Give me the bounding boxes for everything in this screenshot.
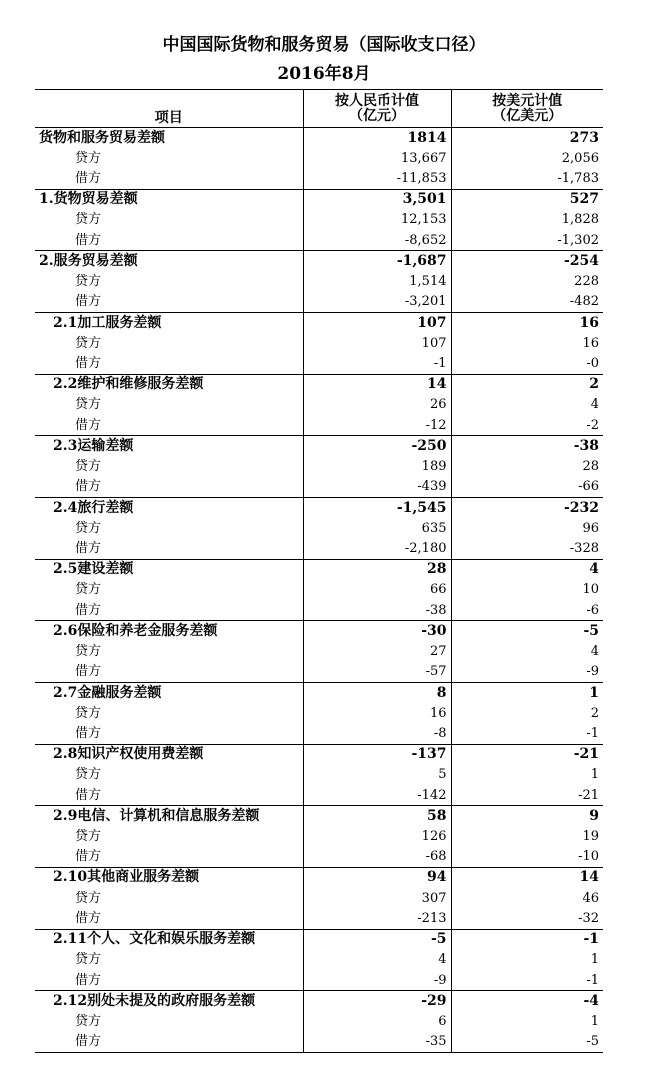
row-label: 贷方 [75, 890, 102, 906]
rmb-value: -5 [303, 929, 451, 950]
row-label: 贷方 [75, 335, 102, 351]
row-label: 2.5建设差额 [53, 561, 134, 578]
row-label: 贷方 [75, 644, 102, 660]
row-label: 贷方 [75, 582, 102, 598]
debit-row [35, 477, 603, 498]
row-label: 借方 [35, 538, 303, 559]
rmb-value: -11,853 [303, 168, 451, 189]
credit-row [35, 272, 603, 292]
row-label: 贷方 [75, 212, 102, 228]
summary-row [35, 436, 603, 457]
credit-row [35, 888, 603, 908]
summary-row [35, 621, 603, 642]
summary-row [35, 374, 603, 395]
usd-value: 273 [451, 128, 603, 149]
credit-row [35, 210, 603, 230]
usd-value: 16 [451, 333, 603, 353]
summary-row [35, 867, 603, 888]
row-label: 借方 [35, 662, 303, 683]
usd-value: -1 [451, 723, 603, 744]
rmb-value: -38 [303, 600, 451, 621]
row-label: 贷方 [75, 150, 102, 166]
usd-value: 19 [451, 826, 603, 846]
usd-value: -32 [451, 908, 603, 929]
row-label: 2.6保险和养老金服务差额 [53, 622, 218, 639]
usd-value: 28 [451, 457, 603, 477]
rmb-value: -30 [303, 621, 451, 642]
usd-value: 228 [451, 272, 603, 292]
summary-row [35, 929, 603, 950]
header-usd-line2: （亿美元） [492, 107, 563, 124]
rmb-value: -1,687 [303, 251, 451, 272]
usd-value: -1 [451, 970, 603, 991]
header-row [35, 90, 603, 128]
summary-row [35, 251, 603, 272]
debit-row [35, 230, 603, 251]
summary-row [35, 128, 603, 149]
rmb-value: 6 [303, 1011, 451, 1031]
debit-row [35, 662, 603, 683]
summary-row [35, 682, 603, 703]
credit-row [35, 703, 603, 723]
summary-row [35, 312, 603, 333]
row-label: 贷方 [75, 767, 102, 783]
usd-value: -1,302 [451, 230, 603, 251]
rmb-value: 58 [303, 806, 451, 827]
rmb-value: 126 [303, 826, 451, 846]
usd-value: -10 [451, 847, 603, 868]
row-label: 2.4旅行差额 [53, 499, 134, 516]
credit-row [35, 641, 603, 661]
row-label: 2.3运输差额 [53, 437, 134, 454]
rmb-value: -250 [303, 436, 451, 457]
usd-value: 1 [451, 765, 603, 785]
rmb-value: -9 [303, 970, 451, 991]
rmb-value: 8 [303, 682, 451, 703]
usd-value: 9 [451, 806, 603, 827]
debit-row [35, 415, 603, 436]
row-label: 借方 [35, 970, 303, 991]
table-title: 中国国际货物和服务贸易（国际收支口径） [162, 35, 486, 55]
row-label: 贷方 [75, 459, 102, 475]
rmb-value: 5 [303, 765, 451, 785]
rmb-value: 635 [303, 518, 451, 538]
rmb-value: -439 [303, 477, 451, 498]
credit-row [35, 457, 603, 477]
debit-row [35, 970, 603, 991]
rmb-value: 13,667 [303, 148, 451, 168]
row-label: 2.7金融服务差额 [53, 684, 162, 701]
header-rmb-line1: 按人民币计值 [335, 92, 419, 109]
rmb-value: -2,180 [303, 538, 451, 559]
table-body [35, 128, 603, 1053]
summary-row [35, 189, 603, 210]
usd-value: -482 [451, 292, 603, 313]
row-label: 借方 [35, 353, 303, 374]
debit-row [35, 847, 603, 868]
summary-row [35, 559, 603, 580]
debit-row [35, 292, 603, 313]
row-label: 2.2维护和维修服务差额 [53, 376, 204, 393]
rmb-value: -8 [303, 723, 451, 744]
row-label: 借方 [35, 168, 303, 189]
summary-row [35, 497, 603, 518]
credit-row [35, 826, 603, 846]
credit-row [35, 765, 603, 785]
row-label: 贷方 [75, 1014, 102, 1030]
row-label: 借方 [35, 600, 303, 621]
row-label: 2.10其他商业服务差额 [53, 869, 200, 886]
rmb-value: -1 [303, 353, 451, 374]
usd-value: 2 [451, 703, 603, 723]
rmb-value: 3,501 [303, 189, 451, 210]
rmb-value: -3,201 [303, 292, 451, 313]
rmb-value: 27 [303, 641, 451, 661]
rmb-value: 307 [303, 888, 451, 908]
usd-value: -38 [451, 436, 603, 457]
usd-value: -66 [451, 477, 603, 498]
rmb-value: 66 [303, 580, 451, 600]
rmb-value: -142 [303, 785, 451, 806]
rmb-value: -68 [303, 847, 451, 868]
row-label: 贷方 [75, 520, 102, 536]
row-label: 借方 [35, 230, 303, 251]
row-label: 2.12别处未提及的政府服务差额 [53, 992, 256, 1009]
usd-value: 1 [451, 1011, 603, 1031]
usd-value: -2 [451, 415, 603, 436]
trade-table [35, 89, 603, 1053]
debit-row [35, 353, 603, 374]
usd-value: 527 [451, 189, 603, 210]
rmb-value: 28 [303, 559, 451, 580]
usd-value: -1 [451, 929, 603, 950]
rmb-value: -1,545 [303, 497, 451, 518]
row-label: 借方 [35, 785, 303, 806]
rmb-value: 107 [303, 312, 451, 333]
row-label: 贷方 [75, 829, 102, 845]
debit-row [35, 600, 603, 621]
summary-row [35, 806, 603, 827]
usd-value: -0 [451, 353, 603, 374]
usd-value: 1 [451, 682, 603, 703]
row-label: 借方 [35, 847, 303, 868]
rmb-value: 1,514 [303, 272, 451, 292]
usd-value: -6 [451, 600, 603, 621]
usd-value: 2 [451, 374, 603, 395]
rmb-value: -213 [303, 908, 451, 929]
usd-value: -4 [451, 991, 603, 1012]
rmb-value: 107 [303, 333, 451, 353]
rmb-value: -35 [303, 1032, 451, 1053]
debit-row [35, 1032, 603, 1053]
usd-value: -21 [451, 785, 603, 806]
row-label: 货物和服务贸易差额 [39, 129, 165, 146]
header-item-label: 项目 [154, 110, 183, 126]
credit-row [35, 580, 603, 600]
usd-value: 16 [451, 312, 603, 333]
usd-value: -21 [451, 744, 603, 765]
summary-row [35, 744, 603, 765]
usd-value: 4 [451, 641, 603, 661]
table-period: 2016年8月 [277, 64, 371, 84]
usd-value: 10 [451, 580, 603, 600]
header-item [35, 90, 303, 128]
row-label: 借方 [35, 723, 303, 744]
row-label: 贷方 [75, 705, 102, 721]
rmb-value: 14 [303, 374, 451, 395]
debit-row [35, 908, 603, 929]
credit-row [35, 395, 603, 415]
rmb-value: 94 [303, 867, 451, 888]
debit-row [35, 168, 603, 189]
usd-value: 14 [451, 867, 603, 888]
header-usd-line1: 按美元计值 [492, 92, 563, 109]
debit-row [35, 723, 603, 744]
rmb-value: 189 [303, 457, 451, 477]
usd-value: 1,828 [451, 210, 603, 230]
row-label: 2.9电信、计算机和信息服务差额 [53, 807, 260, 824]
rmb-value: -8,652 [303, 230, 451, 251]
rmb-value: -57 [303, 662, 451, 683]
usd-value: -254 [451, 251, 603, 272]
rmb-value: 26 [303, 395, 451, 415]
credit-row [35, 950, 603, 970]
rmb-value: -137 [303, 744, 451, 765]
usd-value: 96 [451, 518, 603, 538]
header-rmb [303, 90, 451, 128]
row-label: 贷方 [75, 952, 102, 968]
usd-value: -5 [451, 621, 603, 642]
row-label: 贷方 [75, 274, 102, 290]
credit-row [35, 148, 603, 168]
header-rmb-line2: （亿元） [349, 107, 405, 124]
usd-value: 46 [451, 888, 603, 908]
usd-value: -1,783 [451, 168, 603, 189]
credit-row [35, 333, 603, 353]
usd-value: 4 [451, 559, 603, 580]
row-label: 2.服务贸易差额 [39, 252, 138, 269]
usd-value: -232 [451, 497, 603, 518]
usd-value: 1 [451, 950, 603, 970]
usd-value: 2,056 [451, 148, 603, 168]
usd-value: 4 [451, 395, 603, 415]
summary-row [35, 991, 603, 1012]
row-label: 2.1加工服务差额 [53, 314, 162, 331]
rmb-value: -29 [303, 991, 451, 1012]
header-usd [451, 90, 603, 128]
row-label: 借方 [35, 908, 303, 929]
debit-row [35, 785, 603, 806]
row-label: 2.8知识产权使用费差额 [53, 746, 204, 763]
row-label: 贷方 [75, 397, 102, 413]
row-label: 2.11个人、文化和娱乐服务差额 [53, 931, 256, 948]
usd-value: -328 [451, 538, 603, 559]
rmb-value: 16 [303, 703, 451, 723]
rmb-value: 1814 [303, 128, 451, 149]
row-label: 借方 [35, 477, 303, 498]
rmb-value: 4 [303, 950, 451, 970]
usd-value: -9 [451, 662, 603, 683]
row-label: 借方 [35, 1032, 303, 1053]
row-label: 借方 [35, 415, 303, 436]
usd-value: -5 [451, 1032, 603, 1053]
rmb-value: -12 [303, 415, 451, 436]
debit-row [35, 538, 603, 559]
credit-row [35, 518, 603, 538]
rmb-value: 12,153 [303, 210, 451, 230]
credit-row [35, 1011, 603, 1031]
row-label: 1.货物贸易差额 [39, 191, 138, 208]
row-label: 借方 [35, 292, 303, 313]
